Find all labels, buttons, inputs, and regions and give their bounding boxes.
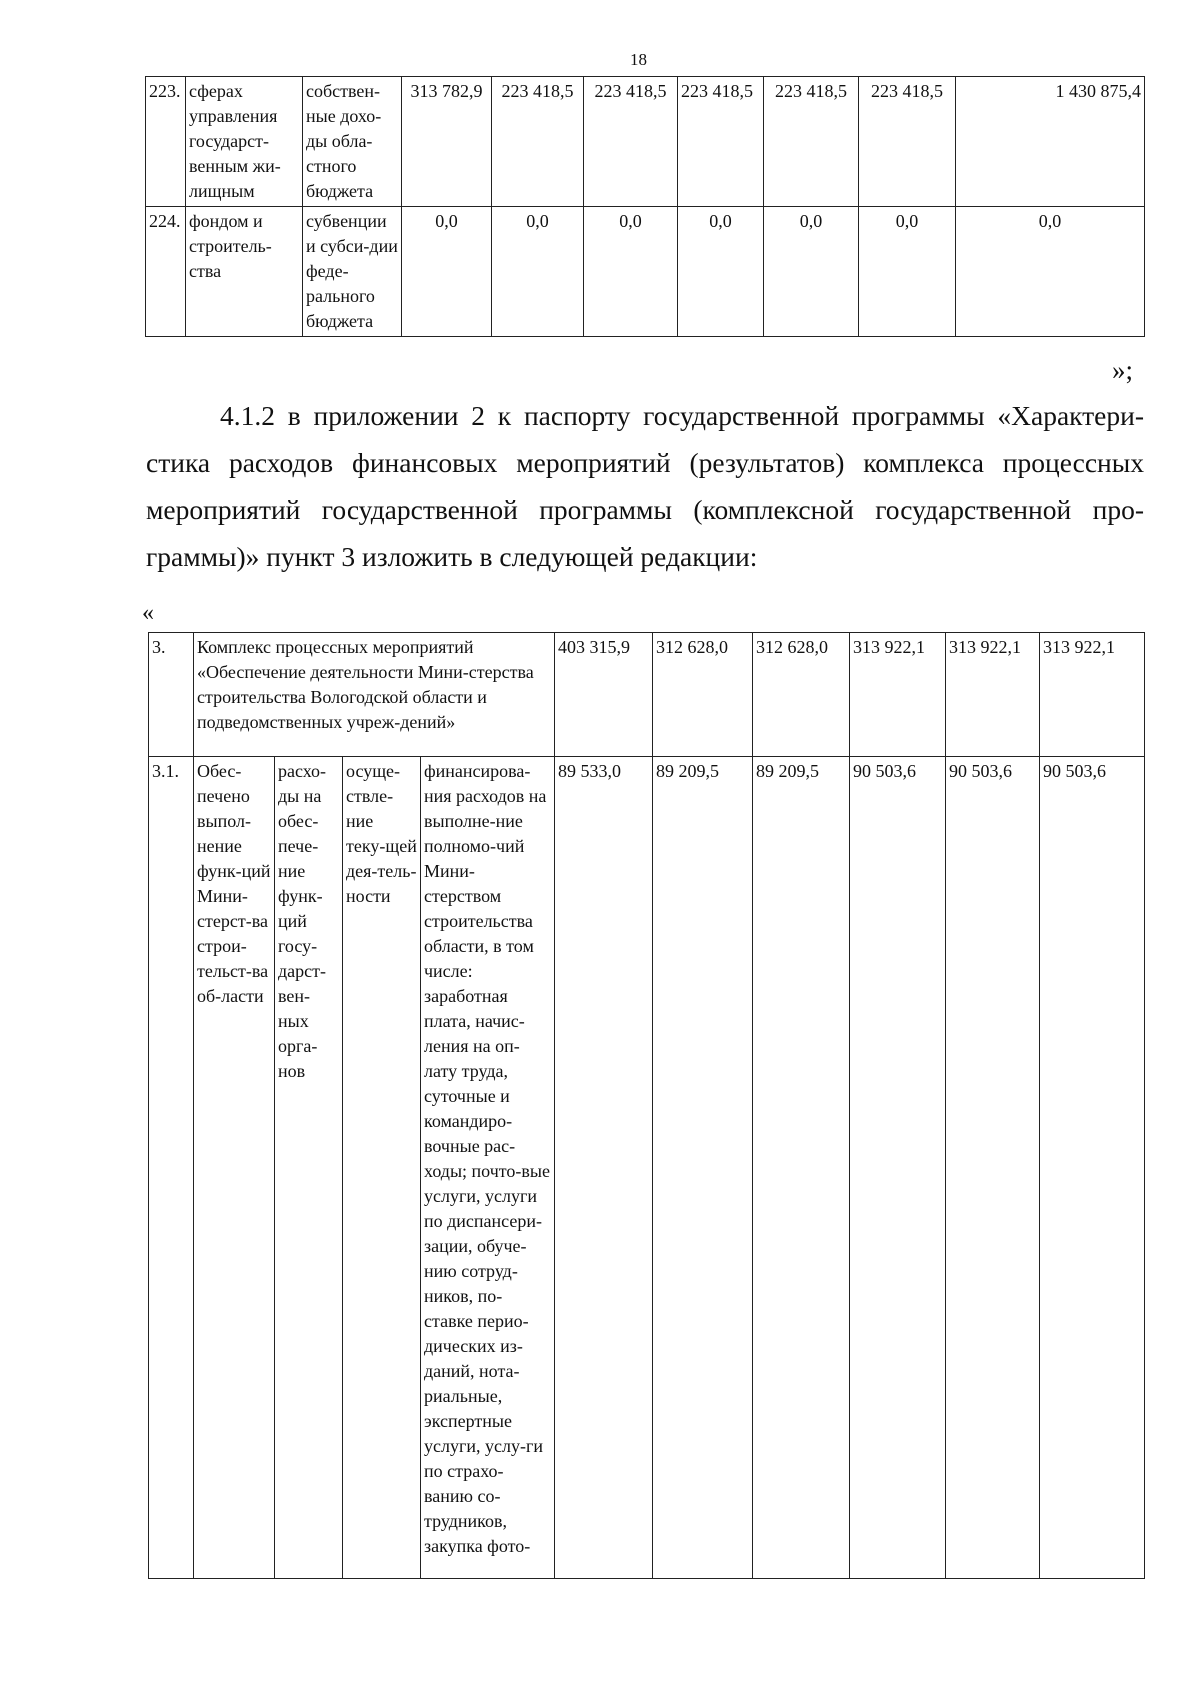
value-cell: 0,0 — [584, 207, 678, 337]
table-row — [149, 633, 1145, 757]
funding-table-continuation — [145, 76, 1145, 337]
funding-source: собствен-ные дохо-ды обла-стного бюджета — [303, 77, 402, 207]
value-cell: 312 628,0 — [753, 633, 850, 757]
value-cell: 89 533,0 — [555, 757, 653, 1579]
value-cell: 313 922,1 — [946, 633, 1040, 757]
row-name: Комплекс процессных мероприятий «Обеспечение деятельности Мини-стерства строительства Вологодской области и подведомственных учреж-дений» — [194, 633, 555, 757]
value-cell: 312 628,0 — [653, 633, 753, 757]
opening-quote: « — [142, 600, 154, 626]
value-cell: 89 209,5 — [653, 757, 753, 1579]
value-cell: 313 782,9 — [402, 77, 492, 207]
value-cell: 0,0 — [492, 207, 584, 337]
value-cell: 0,0 — [859, 207, 956, 337]
row-name: сферах управления государст-венным жи-лищным — [186, 77, 303, 207]
funding-source: субвенции и субси-дии феде-рального бюджета — [303, 207, 402, 337]
value-cell: 313 922,1 — [850, 633, 946, 757]
value-cell: 403 315,9 — [555, 633, 653, 757]
value-cell: 223 418,5 — [584, 77, 678, 207]
value-cell: 223 418,5 — [678, 77, 764, 207]
value-cell: 223 418,5 — [492, 77, 584, 207]
value-cell: 223 418,5 — [764, 77, 859, 207]
page-number: 18 — [630, 50, 647, 69]
value-cell: 90 503,6 — [850, 757, 946, 1579]
row-number: 3.1. — [149, 757, 194, 1579]
result-cell: Обес-печено выпол-нение функ-ций Мини-стерст-ва строи-тельст-ва об-ласти — [194, 757, 275, 1579]
activity-cell: осуще-ствле-ние теку-щей дея-тель-ности — [343, 757, 421, 1579]
value-cell: 0,0 — [764, 207, 859, 337]
value-cell: 223 418,5 — [859, 77, 956, 207]
closing-quote: »; — [1112, 355, 1134, 385]
row-number: 224. — [146, 207, 186, 337]
total-cell: 0,0 — [956, 207, 1145, 337]
value-cell: 90 503,6 — [946, 757, 1040, 1579]
value-cell: 90 503,6 — [1040, 757, 1145, 1579]
description-cell: финансирова-ния расходов на выполне-ние полномо-чий Мини-стерством строительства области, в том числе: заработная плата, начис-ления на оп-лату труда, суточные и командиро-вочные рас-ходы; почто-вые услуги, услуги по диспансери-зации, обуче-нию сотруд-ников, по-ставке перио-дических из-даний, нота-риальные, экспертные услуги, услу-ги по страхо-ванию со-трудников, закупка фото- — [421, 757, 555, 1579]
value-cell: 313 922,1 — [1040, 633, 1145, 757]
amendment-paragraph: 4.1.2 в приложении 2 к паспорту государственной программы «Характери-стика расходов финансовых мероприятий (результатов) комплекса процессных мероприятий государственной программы (комплексной государственной про-граммы)» пункт 3 изложить в следующей редакции: — [146, 400, 1144, 572]
row-number: 223. — [146, 77, 186, 207]
table-row — [146, 207, 1145, 337]
value-cell: 0,0 — [678, 207, 764, 337]
value-cell: 89 209,5 — [753, 757, 850, 1579]
row-name: фондом и строитель-ства — [186, 207, 303, 337]
type-cell: расхо-ды на обес-пече-ние функ-ций госу-дарст-вен-ных орга-нов — [275, 757, 343, 1579]
table-row — [146, 77, 1145, 207]
total-cell: 1 430 875,4 — [956, 77, 1145, 207]
table-row — [149, 757, 1145, 1579]
row-number: 3. — [149, 633, 194, 757]
process-measures-table — [148, 632, 1145, 1579]
value-cell: 0,0 — [402, 207, 492, 337]
